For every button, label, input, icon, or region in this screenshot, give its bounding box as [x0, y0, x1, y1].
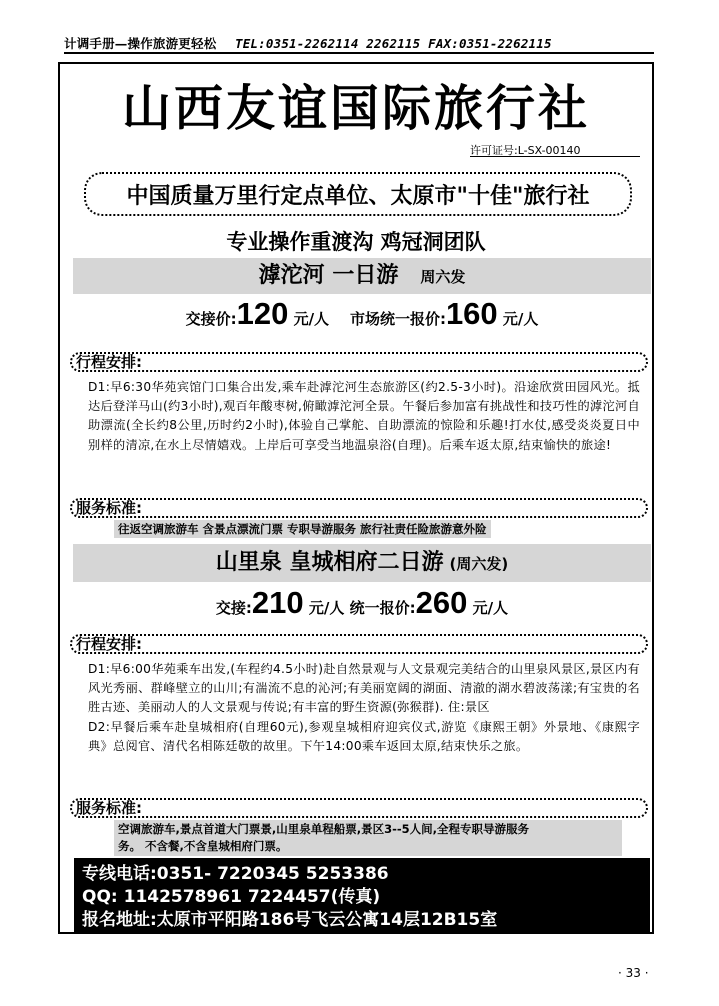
tour2-itinerary-heading: 行程安排:: [70, 634, 648, 654]
tour2-itinerary-day2: D2:早餐后乘车赴皇城相府(自理60元),参观皇城相府迎宾仪式,游览《康熙王朝》外景地、《康熙字典》总阅官、清代名相陈廷敬的故里。下午14:00乘车返回太原,结束快乐之旅。: [88, 719, 640, 753]
agency-name: 山西友谊国际旅行社: [121, 79, 590, 137]
header-contact-numbers: TEL:0351-2262114 2262115 FAX:0351-2262115: [234, 36, 552, 51]
tour1-price-label-1: 交接价:: [185, 310, 237, 328]
header-tagline: 计调手册—操作旅游更轻松: [64, 36, 217, 51]
agency-slogan: 专业操作重渡沟 鸡冠洞团队: [226, 229, 486, 254]
contact-block: [74, 858, 650, 934]
tour2-price-label-1: 交接:: [215, 599, 252, 617]
tour2-itinerary-day1: D1:早6:00华苑乘车出发,(车程约4.5小时)赴自然景观与人文景观完美结合的山里泉风景区,景区内有风光秀丽、群峰壁立的山川;有湍流不息的沁河;有美丽宽阔的湖面、清澈的湖水碧波荡漾;有宝贵的名胜古迹、美丽动人的人文景观与传说;有丰富的野生资源(弥猴群). 住:景区: [88, 662, 640, 715]
tour2-service-line2: 务。 不含餐,不含皇城相府门票。: [118, 839, 288, 853]
running-header: [64, 34, 654, 54]
tour1-service-heading: 服务标准:: [70, 498, 648, 518]
tour1-itinerary-day1: D1:早6:30华苑宾馆门口集合出发,乘车赴滹沱河生态旅游区(约2.5-3小时)。沿途欣赏田园风光。抵达后登洋马山(约3小时),观百年酸枣树,俯瞰滹沱河全景。午餐后参加富有挑战性和技巧性的滹沱河自助漂流(全长约8公里,历时约2小时),体验自己掌舵、自助漂流的惊险和乐趣!打水仗,感受炎炎夏日中别样的清凉,在水上尽情嬉戏。上岸后可享受当地温泉浴(自理)。后乘车返太原,结束愉快的旅途!: [88, 380, 640, 452]
tour2-price-1: 210: [251, 585, 304, 620]
tour1-price-unit-2: 元/人: [502, 310, 539, 328]
page-number: · 33 ·: [618, 966, 649, 980]
tour1-service: 往返空调旅游车 含景点漂流门票 专职导游服务 旅行社责任险旅游意外险: [114, 520, 491, 538]
tour1-price-label-2: 市场统一报价:: [349, 310, 446, 328]
tour1-price-line: [73, 296, 651, 332]
tour2-day: (周六发): [449, 555, 509, 573]
tour1-title-band: [73, 258, 651, 294]
tour2-price-2: 260: [415, 585, 468, 620]
tour1-price-1: 120: [236, 296, 289, 331]
tour1-day: 周六发: [420, 268, 466, 286]
tour2-title: 山里泉 皇城相府二日游: [215, 550, 444, 575]
tour1-price-2: 160: [445, 296, 498, 331]
tour1-title: 滹沱河 一日游: [258, 263, 399, 288]
tour1-itinerary: [88, 378, 640, 455]
tour2-price-unit-1: 元/人: [308, 599, 345, 617]
contact-qq: QQ: 1142578961 7224457(传真): [82, 887, 381, 907]
tour1-itinerary-heading: 行程安排:: [70, 352, 648, 372]
tour2-service-heading: 服务标准:: [70, 798, 648, 818]
license-number: 许可证号:L-SX-00140: [470, 142, 640, 157]
contact-address: 报名地址:太原市平阳路186号飞云公寓14层12B15室: [82, 910, 498, 930]
tour2-service: [114, 820, 622, 856]
tour2-title-band: [73, 544, 651, 582]
agency-honor-banner: 中国质量万里行定点单位、太原市"十佳"旅行社: [84, 172, 632, 216]
tour1-price-unit-1: 元/人: [293, 310, 330, 328]
tour2-price-unit-2: 元/人: [472, 599, 509, 617]
contact-hotline: 专线电话:0351- 7220345 5253386: [82, 864, 389, 884]
tour2-itinerary: [88, 660, 640, 756]
tour2-service-line1: 空调旅游车,景点首道大门票景,山里泉单程船票,景区3--5人间,全程专职导游服务: [118, 822, 530, 836]
tour2-price-line: [73, 585, 651, 621]
tour2-price-label-2: 统一报价:: [349, 599, 416, 617]
